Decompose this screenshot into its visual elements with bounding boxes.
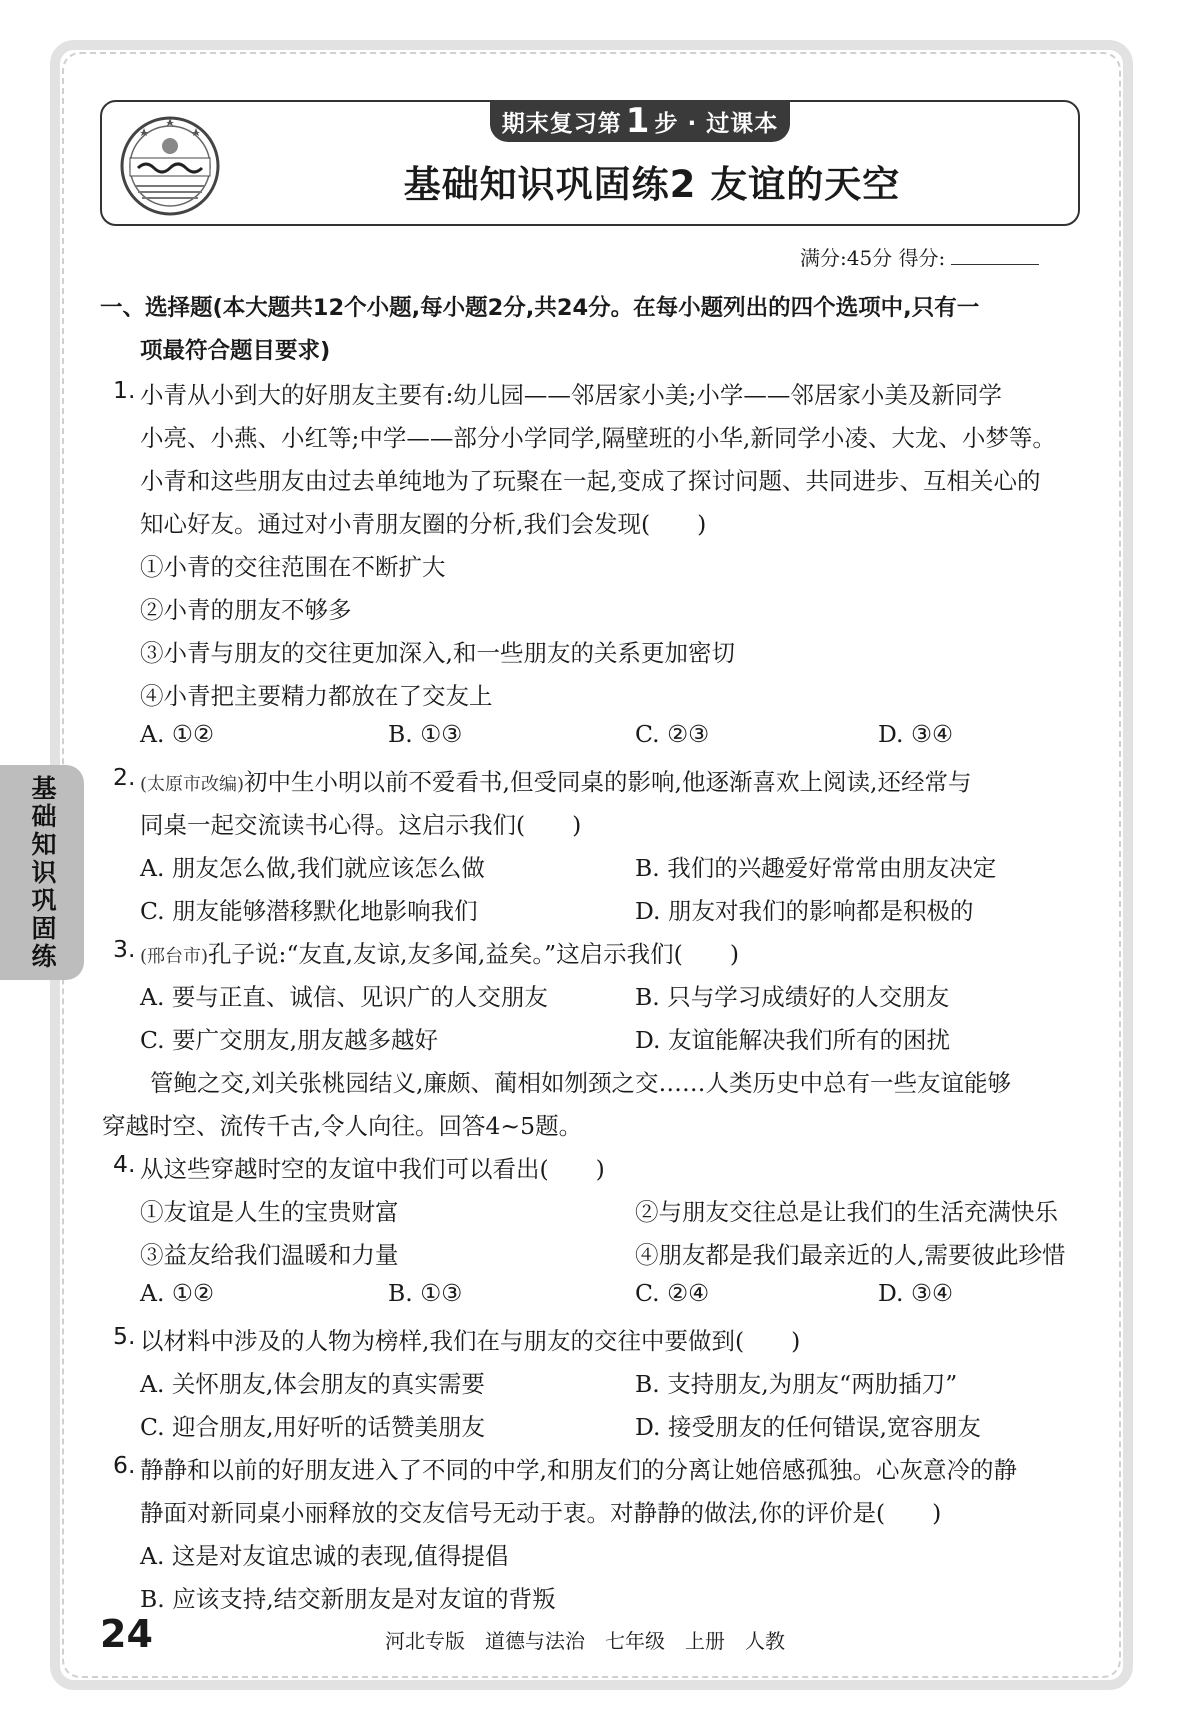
option-b: B. 我们的兴趣爱好常常由朋友决定 <box>635 854 997 882</box>
question-number: 3. <box>113 935 136 963</box>
question-number: 6. <box>113 1451 136 1479</box>
statement-item: ①友谊是人生的宝贵财富 <box>140 1198 399 1226</box>
publisher-logo-icon <box>114 110 226 218</box>
option-d: D. 朋友对我们的影响都是积极的 <box>635 897 974 925</box>
page-title: 基础知识巩固练2 友谊的天空 <box>403 163 901 206</box>
option-d: D. ③④ <box>878 720 954 748</box>
question-number: 5. <box>113 1322 136 1350</box>
option-b: B. 只与学习成绩好的人交朋友 <box>635 983 950 1011</box>
option-a: A. 要与正直、诚信、见识广的人交朋友 <box>140 983 548 1011</box>
question-source: (太原市改编) <box>140 774 245 795</box>
question-number: 2. <box>113 763 136 791</box>
score-blank <box>951 264 1039 265</box>
option-c: C. 迎合朋友,用好听的话赞美朋友 <box>140 1413 486 1441</box>
material-text: 穿越时空、流传千古,令人向往。回答4~5题。 <box>102 1112 583 1140</box>
statement-item: ②小青的朋友不够多 <box>140 596 352 624</box>
page-number: 24 <box>100 1612 153 1656</box>
question-text: 以材料中涉及的人物为榜样,我们在与朋友的交往中要做到( ) <box>140 1327 801 1355</box>
option-c: C. ②④ <box>635 1279 710 1307</box>
option-c: C. 朋友能够潜移默化地影响我们 <box>140 897 478 925</box>
question-text: 从这些穿越时空的友谊中我们可以看出( ) <box>140 1155 605 1183</box>
question-text-part: 初中生小明以前不爱看书,但受同桌的影响,他逐渐喜欢上阅读,还经常与 <box>244 768 972 796</box>
statement-item: ③益友给我们温暖和力量 <box>140 1241 399 1269</box>
option-a: A. ①② <box>140 720 215 748</box>
footer-info: 河北专版 道德与法治 七年级 上册 人教 <box>385 1629 785 1653</box>
option-d: D. ③④ <box>878 1279 954 1307</box>
question-text: 静面对新同桌小丽释放的交友信号无动于衷。对静静的做法,你的评价是( ) <box>140 1499 942 1527</box>
question-text: 静静和以前的好朋友进入了不同的中学,和朋友们的分离让她倍感孤独。心灰意冷的静 <box>140 1456 1017 1484</box>
score-label: 满分:45分 得分: <box>800 246 946 270</box>
question-text: 同桌一起交流读书心得。这启示我们( ) <box>140 811 582 839</box>
option-b: B. ①③ <box>388 720 463 748</box>
statement-item: ③小青与朋友的交往更加深入,和一些朋友的关系更加密切 <box>140 639 735 667</box>
material-text: 管鲍之交,刘关张桃园结义,廉颇、蔺相如刎颈之交……人类历史中总有一些友谊能够 <box>150 1069 1011 1097</box>
option-d: D. 接受朋友的任何错误,宽容朋友 <box>635 1413 981 1441</box>
step-number: 1 <box>625 101 651 141</box>
question-text: 小青和这些朋友由过去单纯地为了玩聚在一起,变成了探讨问题、共同进步、互相关心的 <box>140 467 1041 495</box>
option-a: A. ①② <box>140 1279 215 1307</box>
option-b: B. 应该支持,结交新朋友是对友谊的背叛 <box>140 1585 556 1613</box>
statement-item: ②与朋友交往总是让我们的生活充满快乐 <box>635 1198 1058 1226</box>
header-box <box>100 100 1080 226</box>
question-text <box>140 935 739 969</box>
question-text: 小亮、小燕、小红等;中学——部分小学同学,隔壁班的小华,新同学小凌、大龙、小梦等。 <box>140 424 1056 452</box>
question-source: (邢台市) <box>140 946 209 967</box>
option-c: C. 要广交朋友,朋友越多越好 <box>140 1026 439 1054</box>
option-a: A. 这是对友谊忠诚的表现,值得提倡 <box>140 1542 509 1570</box>
option-d: D. 友谊能解决我们所有的困扰 <box>635 1026 950 1054</box>
statement-item: ①小青的交往范围在不断扩大 <box>140 553 446 581</box>
statement-item: ④小青把主要精力都放在了交友上 <box>140 682 493 710</box>
section-heading-line2: 项最符合题目要求) <box>140 338 331 364</box>
question-text: 小青从小到大的好朋友主要有:幼儿园——邻居家小美;小学——邻居家小美及新同学 <box>140 381 1002 409</box>
statement-item: ④朋友都是我们最亲近的人,需要彼此珍惜 <box>635 1241 1066 1269</box>
option-b: B. ①③ <box>388 1279 463 1307</box>
section-heading-line1: 一、选择题(本大题共12个小题,每小题2分,共24分。在每小题列出的四个选项中,只有一 <box>100 295 980 321</box>
option-b: B. 支持朋友,为朋友“两肋插刀” <box>635 1370 958 1398</box>
question-number: 4. <box>113 1150 136 1178</box>
question-number: 1. <box>113 376 136 404</box>
side-tab <box>0 765 84 980</box>
question-text: 知心好友。通过对小青朋友圈的分析,我们会发现( ) <box>140 510 707 538</box>
step-prefix: 期末复习第 <box>501 110 622 137</box>
question-text-part: 孔子说:“友直,友谅,友多闻,益矣。”这启示我们( ) <box>208 940 739 968</box>
side-tab-label: 基础知识巩固练 <box>28 774 57 971</box>
option-a: A. 关怀朋友,体会朋友的真实需要 <box>140 1370 485 1398</box>
step-suffix: 步 · 过课本 <box>654 110 779 137</box>
score-line <box>800 242 1039 271</box>
question-text <box>140 763 971 797</box>
option-a: A. 朋友怎么做,我们就应该怎么做 <box>140 854 485 882</box>
step-tab <box>490 100 790 142</box>
option-c: C. ②③ <box>635 720 710 748</box>
